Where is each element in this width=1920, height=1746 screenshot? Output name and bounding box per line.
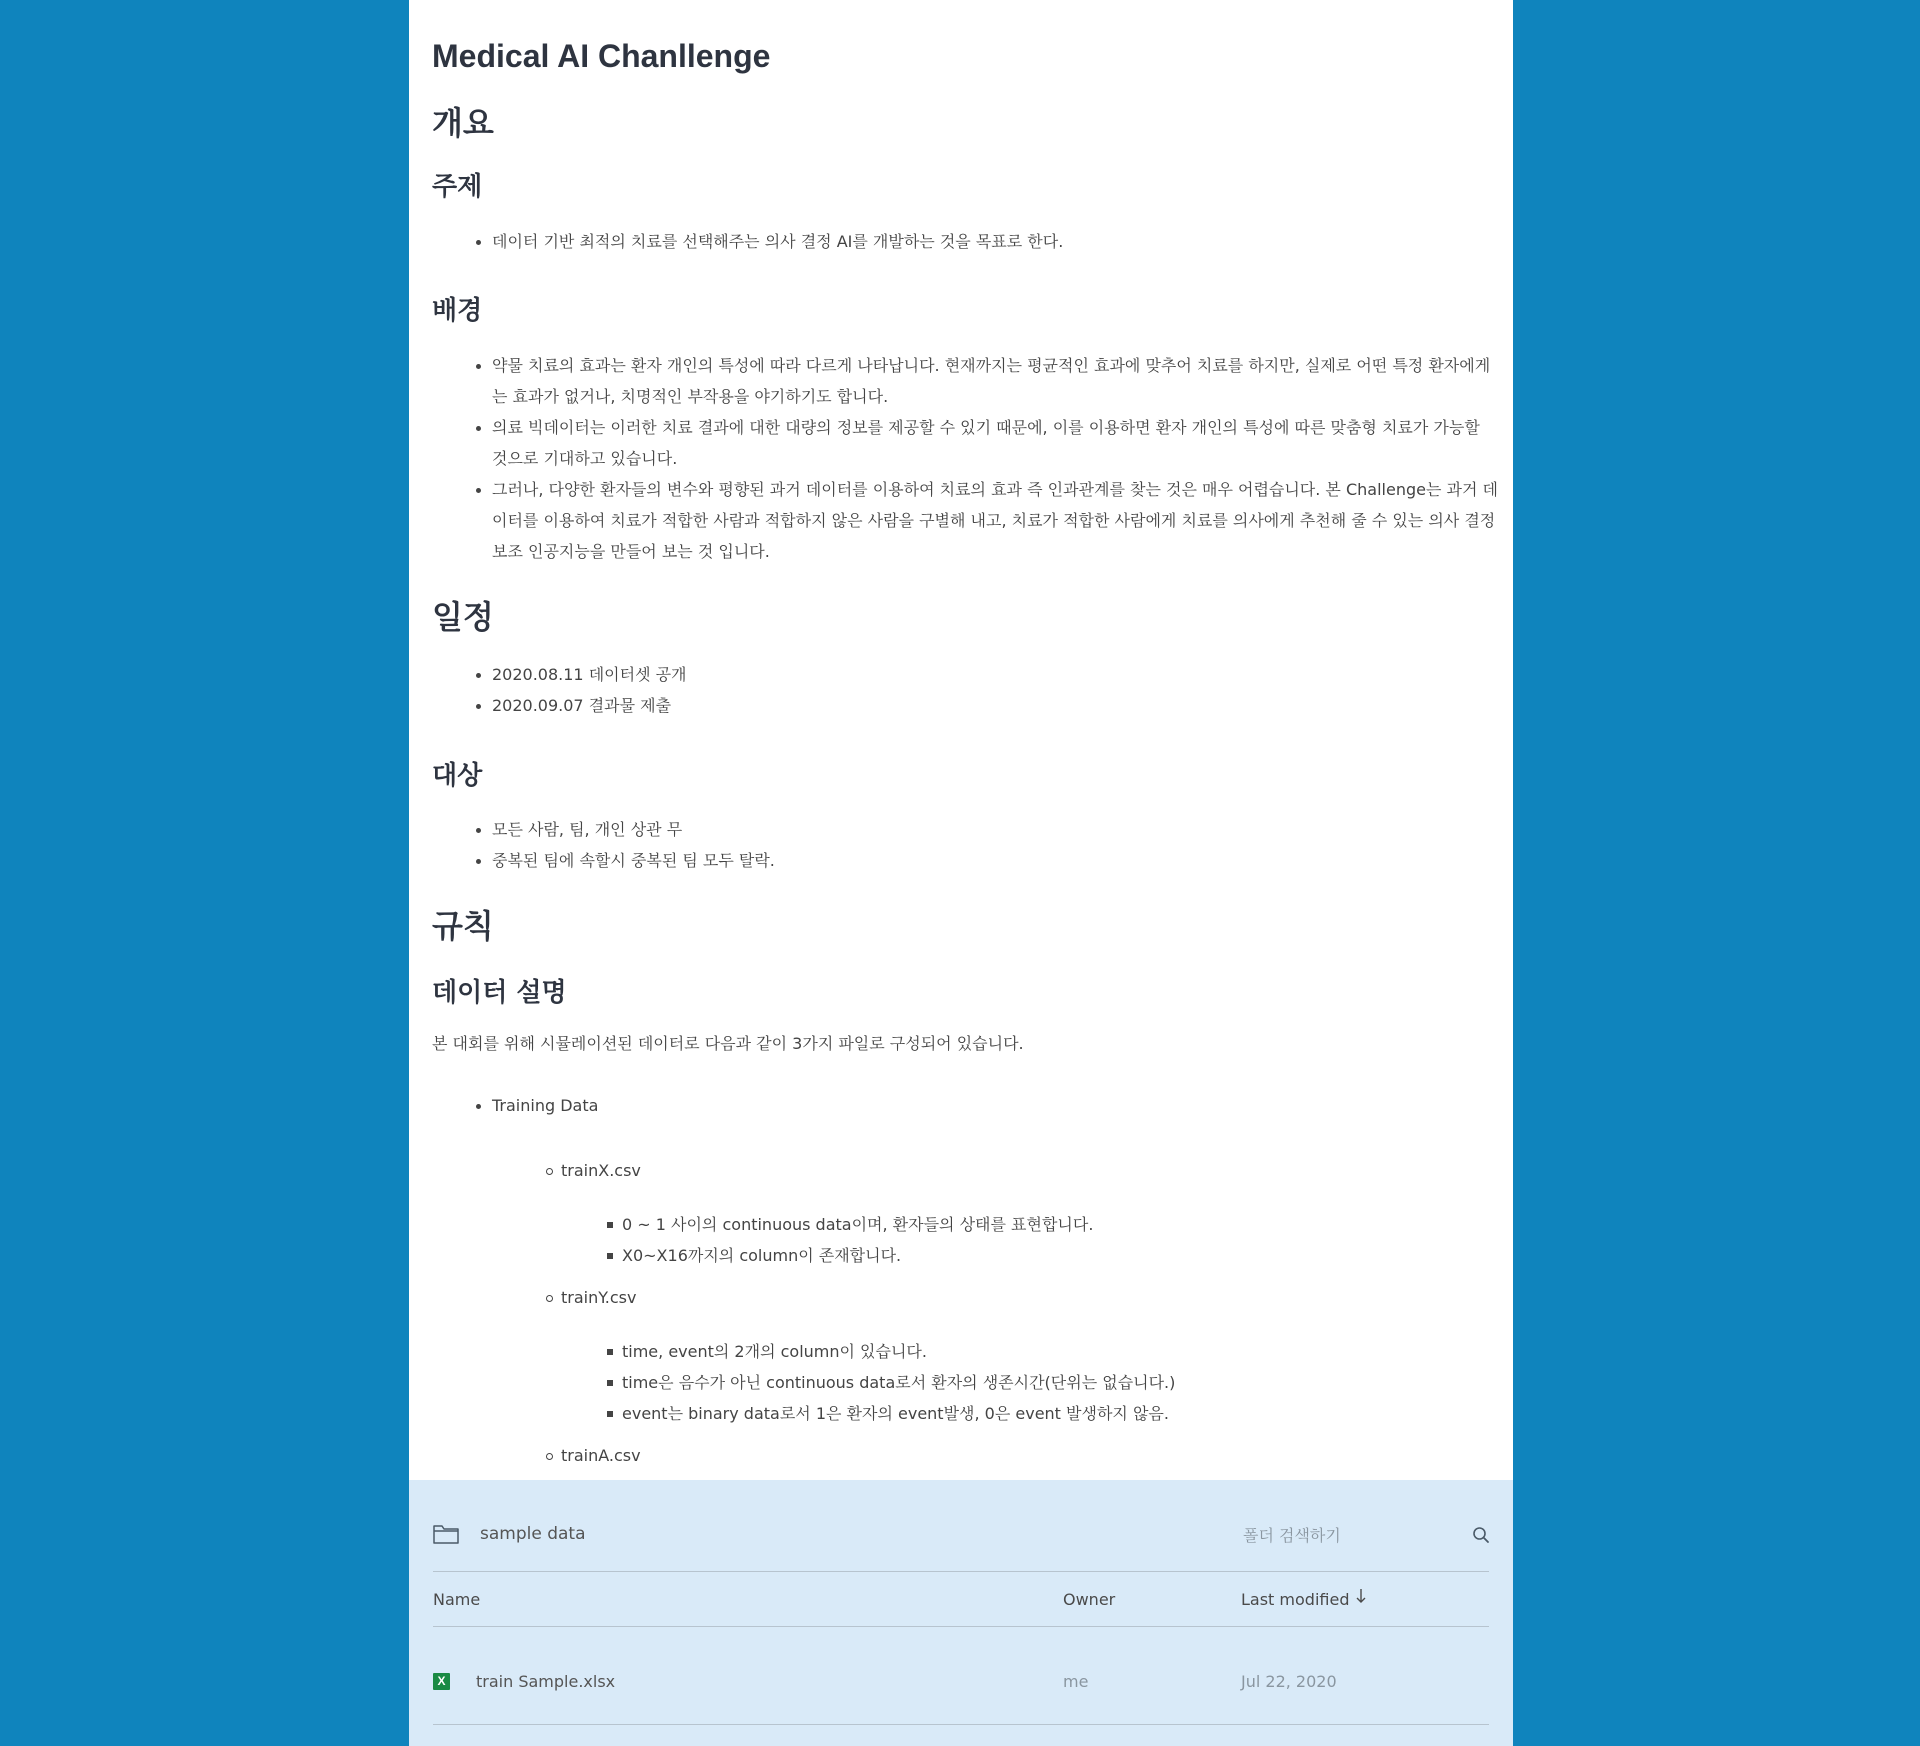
list-item: 0 ~ 1 사이의 continuous data이며, 환자들의 상태를 표현합니다. — [622, 1209, 1093, 1240]
file-modified: Jul 22, 2020 — [1241, 1672, 1337, 1691]
list-item: 약물 치료의 효과는 환자 개인의 특성에 따라 다르게 나타납니다. 현재까지는 평균적인 효과에 맞추어 치료를 하지만, 실제로 어떤 특정 환자에게는 효과가 없거나, 치명적인 부작용을 야기하기도 합니다. — [432, 350, 1498, 412]
list-item: 데이터 기반 최적의 치료를 선택해주는 의사 결정 AI를 개발하는 것을 목표로 한다. — [432, 226, 1498, 257]
list-item-file: trainX.csv — [561, 1155, 641, 1186]
list-item: Training Data — [432, 1090, 1498, 1121]
trainy-details — [622, 1336, 1175, 1429]
list-item: X0~X16까지의 column이 존재합니다. — [622, 1240, 1093, 1271]
schedule-heading: 일정 — [432, 598, 494, 636]
list-item: event는 binary data로서 1은 환자의 event발생, 0은 event 발생하지 않음. — [622, 1398, 1175, 1429]
table-row[interactable] — [433, 1640, 1489, 1724]
topic-heading: 주제 — [432, 172, 483, 202]
topic-list — [432, 226, 1498, 257]
folder-name: sample data — [480, 1524, 586, 1544]
list-item: 의료 빅데이터는 이러한 치료 결과에 대한 대량의 정보를 제공할 수 있기 때문에, 이를 이용하면 환자 개인의 특성에 따른 맞춤형 치료가 가능할 것으로 기대하고 있습니다. — [432, 412, 1498, 474]
list-item-file: trainY.csv — [561, 1282, 636, 1313]
page-title: Medical AI Chanllenge — [432, 38, 771, 74]
overview-heading: 개요 — [432, 104, 494, 142]
file-name[interactable]: train Sample.xlsx — [476, 1672, 616, 1691]
rules-heading: 규칙 — [432, 907, 494, 945]
data-description-heading: 데이터 설명 — [432, 978, 567, 1008]
excel-file-icon: X — [433, 1673, 450, 1690]
column-header-name[interactable]: Name — [433, 1590, 481, 1609]
list-item: time은 음수가 아닌 continuous data로서 환자의 생존시간(단위는 없습니다.) — [622, 1367, 1175, 1398]
arrow-down-icon[interactable] — [1355, 1588, 1367, 1608]
list-item: 2020.09.07 결과물 제출 — [432, 690, 1498, 721]
data-description-intro: 본 대회를 위해 시뮬레이션된 데이터로 다음과 같이 3가지 파일로 구성되어 있습니다. — [432, 1034, 1024, 1053]
divider — [433, 1724, 1489, 1725]
training-data-list — [432, 1090, 1498, 1121]
list-item: 2020.08.11 데이터셋 공개 — [432, 659, 1498, 690]
column-header-last-modified[interactable]: Last modified — [1241, 1590, 1350, 1609]
search-input[interactable]: 폴더 검색하기 — [1243, 1526, 1341, 1545]
list-item: 그러나, 다양한 환자들의 변수와 평향된 과거 데이터를 이용하여 치료의 효과 즉 인과관계를 찾는 것은 매우 어렵습니다. 본 Challenge는 과거 데이터를 이용하여 치료가 적합한 사람과 적합하지 않은 사람을 구별해 내고, 치료가 적합한 사람에게 치료를 의사에게 추천해 줄 수 있는 의사 결정 보조 인공지능을 만들어 보는 것 입니다. — [432, 474, 1498, 567]
list-item: 중복된 팀에 속할시 중복된 팀 모두 탈락. — [432, 845, 1498, 876]
background-list — [432, 350, 1498, 567]
target-list — [432, 814, 1498, 876]
search-icon[interactable] — [1472, 1526, 1490, 1548]
list-item-file: trainA.csv — [561, 1440, 641, 1471]
column-header-owner[interactable]: Owner — [1063, 1590, 1116, 1609]
traina-list — [561, 1440, 641, 1471]
schedule-list — [432, 659, 1498, 721]
folder-icon — [433, 1523, 459, 1549]
trainx-details — [622, 1209, 1093, 1271]
target-heading: 대상 — [432, 761, 483, 791]
divider — [433, 1626, 1489, 1627]
trainx-list — [561, 1155, 641, 1186]
list-item: 모든 사람, 팀, 개인 상관 무 — [432, 814, 1498, 845]
trainy-list — [561, 1282, 636, 1313]
divider — [433, 1571, 1489, 1572]
file-browser-panel — [409, 1480, 1513, 1746]
list-item: time, event의 2개의 column이 있습니다. — [622, 1336, 1175, 1367]
background-heading: 배경 — [432, 296, 483, 326]
file-owner: me — [1063, 1672, 1089, 1691]
